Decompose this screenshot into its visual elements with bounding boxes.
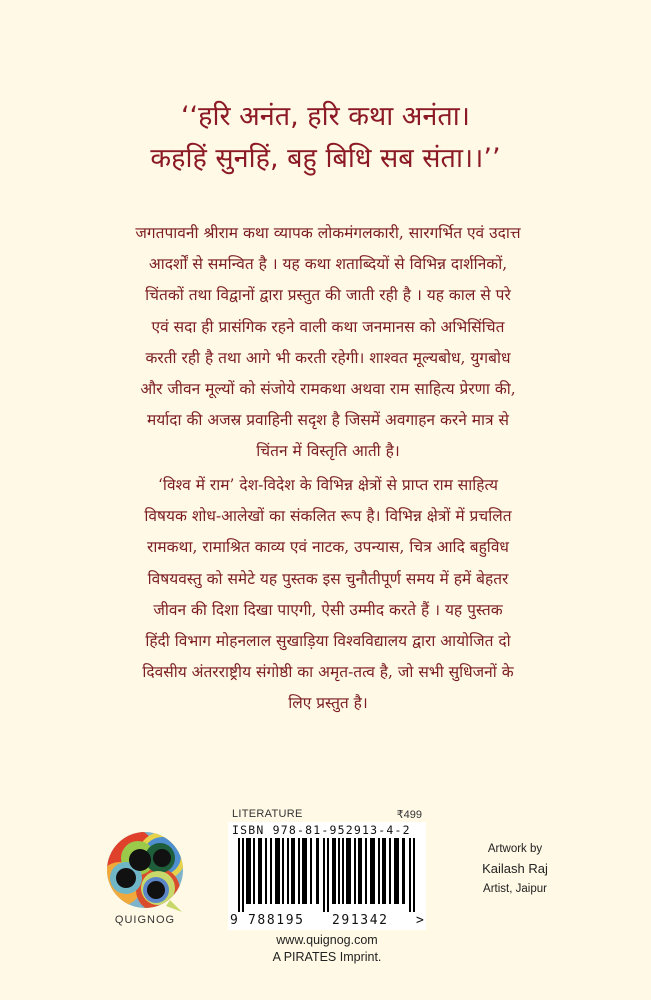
paragraph-line: जगतपावनी श्रीराम कथा व्यापक लोकमंगलकारी, सारगर्भित एवं उदात्त [135,224,521,242]
ean-marker: > [416,913,424,928]
paragraph-line: विषयक शोध-आलेखों का संकलित रूप है। विभिन्न क्षेत्रों में प्रचलित [144,507,512,526]
price-label: ₹499 [396,809,422,821]
paragraph-line: चिंतकों तथा विद्वानों द्वारा प्रस्तुत की जाती रही है । यह काल से परे [145,286,511,305]
isbn-barcode [228,822,426,930]
paragraph-line: रामकथा, रामाश्रित काव्य एवं नाटक, उपन्यास, चित्र आदि बहुविध [147,538,509,557]
paragraph-line: मर्यादा की अजस्र प्रवाहिनी सदृश है जिसमें अवगाहन करने मात्र से [147,411,509,430]
isbn-number: ISBN 978-81-952913-4-2 [232,823,411,837]
publisher-website: www.quignog.com [276,933,378,947]
paragraph-line: करती रही है तथा आगे भी करती रहेगी। शाश्वत मूल्यबोध, युगबोध [145,348,511,367]
paragraph-line: एवं सदा ही प्रासंगिक रहने वाली कथा जनमानस को अभिसिंचित [151,317,505,336]
paragraph-line: लिए प्रस्तुत है। [288,694,368,713]
publisher-name: QUIGNOG [114,914,176,926]
blurb-paragraph-2 [86,470,570,720]
artist-location: Artist, Jaipur [483,883,547,895]
paragraph-line: दिवसीय अंतरराष्ट्रीय संगोष्ठी का अमृत-तत्व है, जो सभी सुधिजनों के [142,663,514,682]
paragraph-line: हिंदी विभाग मोहनलाल सुखाड़िया विश्वविद्यालय द्वारा आयोजित दो [145,632,511,651]
paragraph-line: ‘विश्व में राम’ देश-विदेश के विभिन्न क्षेत्रों से प्राप्त राम साहित्य [158,476,498,494]
publisher-info [228,932,426,966]
paragraph-line: चिंतन में विस्तृति आती है। [256,442,400,461]
artwork-credit [460,840,570,898]
ean-group-1: 788195 [248,913,305,928]
verse-line-2: कहहिं सुनहिं, बहु बिधि सब संता।।’’ [150,143,501,174]
blurb-paragraph-1 [86,218,570,468]
artist-name: Kailash Raj [482,861,548,876]
barcode-icon [238,838,418,912]
paragraph-line: विषयवस्तु को समेटे यह पुस्तक इस चुनौतीपूर्ण समय में हमें बेहतर [147,569,509,588]
publisher-logo [100,826,190,936]
ean-group-2: 291342 [332,913,389,928]
verse-line-1: ‘‘हरि अनंत, हरि कथा अनंता। [180,101,471,132]
paragraph-line: और जीवन मूल्यों को संजोये रामकथा अथवा राम साहित्य प्रेरणा की, [140,380,516,399]
paragraph-line: आदर्शों से समन्वित है । यह कथा शताब्दियों से विभिन्न दार्शनिकों, [148,255,508,274]
paragraph-line: जीवन की दिशा दिखा पाएगी, ऐसी उम्मीद करते हैं । यह पुस्तक [153,600,503,619]
quignog-logo-icon [100,826,190,916]
category-label: LITERATURE [232,808,303,820]
publisher-imprint: A PIRATES Imprint. [272,950,382,964]
ean-first-digit: 9 [230,913,238,928]
credit-label: Artwork by [487,843,543,855]
verse-quote [0,96,651,180]
